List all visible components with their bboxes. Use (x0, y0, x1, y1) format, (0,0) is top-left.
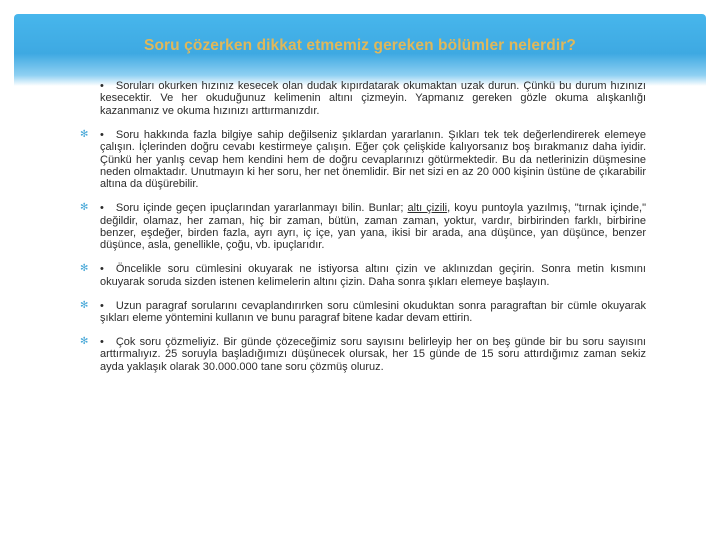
bullet-dot: • (100, 202, 104, 215)
bullet-dot: • (100, 336, 104, 348)
asterisk-bullet-icon: ✻ (80, 263, 89, 275)
bullet-dot: • (100, 263, 104, 276)
bullet-dot: • (100, 128, 104, 141)
underlined-phrase: altı çizili (407, 202, 448, 215)
slide-title: Soru çözerken dikkat etmemiz gereken bölümler nelerdir? (144, 37, 576, 54)
list-item-text (100, 202, 646, 252)
asterisk-bullet-icon: ✻ (80, 202, 89, 214)
list-item (80, 336, 646, 373)
asterisk-bullet-icon: ✻ (80, 128, 89, 140)
list-item (80, 80, 646, 117)
bullet-dot: • (100, 80, 104, 92)
list-item (80, 129, 646, 191)
list-item-text (100, 336, 646, 373)
list-item-text (100, 263, 646, 288)
bullet-dot: • (100, 299, 104, 312)
list-item-text (100, 300, 646, 325)
list-item-body: Soruları okurken hızınız kesecek olan dudak kıpırdatarak okumaktan uzak durun. Çünkü bu durum hızınızı kesecektir. Ve her okuduğunuz kelimenin altını çizmeyin. Yapmanız gereken gözle okuma alışkanlığı kazanmanız ve okuma hızınızı arttırmanızdır. (100, 80, 646, 117)
list-item-body-end: , koyu puntoyla yazılmış, "tırnak içinde," değildir, olamaz, her zaman, hiç bir zaman, bütün, zaman zaman, yoktur, vardır, birbirinden farklı, birbirine benzer, eşdeğer, birden fazla, ayrı ayrı, iç içe, yan yana, ikisi bir arada, ana düşünce, yan düşünce, benzer düşünce, asla, genellikle, çoğu, vb. ipuçlarıdır. (100, 202, 647, 252)
asterisk-bullet-icon: ✻ (80, 299, 89, 311)
list-item-body: Çok soru çözmeliyiz. Bir günde çözeceğimiz soru sayısını belirleyip her on beş günde bir bu soru sayısını arttırmalıyız. 25 soruyla başladığımızı düşünecek olursak, her 15 günde de 15 soru attırdığımız zaman sekiz ayda yaklaşık olarak 30.000.000 tane soru çözmüş oluruz. (100, 336, 646, 373)
asterisk-bullet-icon: ✻ (80, 336, 89, 347)
list-item-text (100, 80, 646, 117)
list-item (80, 300, 646, 325)
list-item-body: Soru hakkında fazla bilgiye sahip değilseniz şıklardan yararlanın. Şıkları tek tek değerlendirerek elemeye çalışın. İçlerinden doğru cevabı kestirmeye çalışın. Eğer çok çelişkide kalıyorsanız boş bırakmanız daha iyidir. Çünkü her yanlış cevap hem kendini hem de doğru cevaplarınızı götürmektedir. Bu da netlerinizin düşmesine neden olmaktadır. Unutmayın ki her soru, her net önemlidir. Bir net sizi en az 20 000 kişinin üstüne de çıkarabilir altına da düşürebilir. (100, 128, 646, 191)
list-item (80, 263, 646, 288)
list-item-body: Öncelikle soru cümlesini okuyarak ne istiyorsa altını çizin ve aklınızdan geçirin. Sonra metin kısmını okuyarak soruda sizden istenen kelimelerin altını çizin. Daha sonra şıkları elemeye başlayın. (100, 263, 646, 288)
list-item-body-start: Soru içinde geçen ipuçlarından yararlanmayı bilin. Bunlar; (115, 202, 408, 215)
list-item-text (100, 129, 646, 191)
list-item (80, 202, 646, 252)
bullet-list (80, 80, 646, 385)
list-item-body: Uzun paragraf sorularını cevaplandırırken soru cümlesini okuduktan sonra paragraftan bir cümle okuyarak şıkları eleme yöntemini kullanın ve bunu paragraf bitene kadar devam ettirin. (100, 299, 646, 325)
